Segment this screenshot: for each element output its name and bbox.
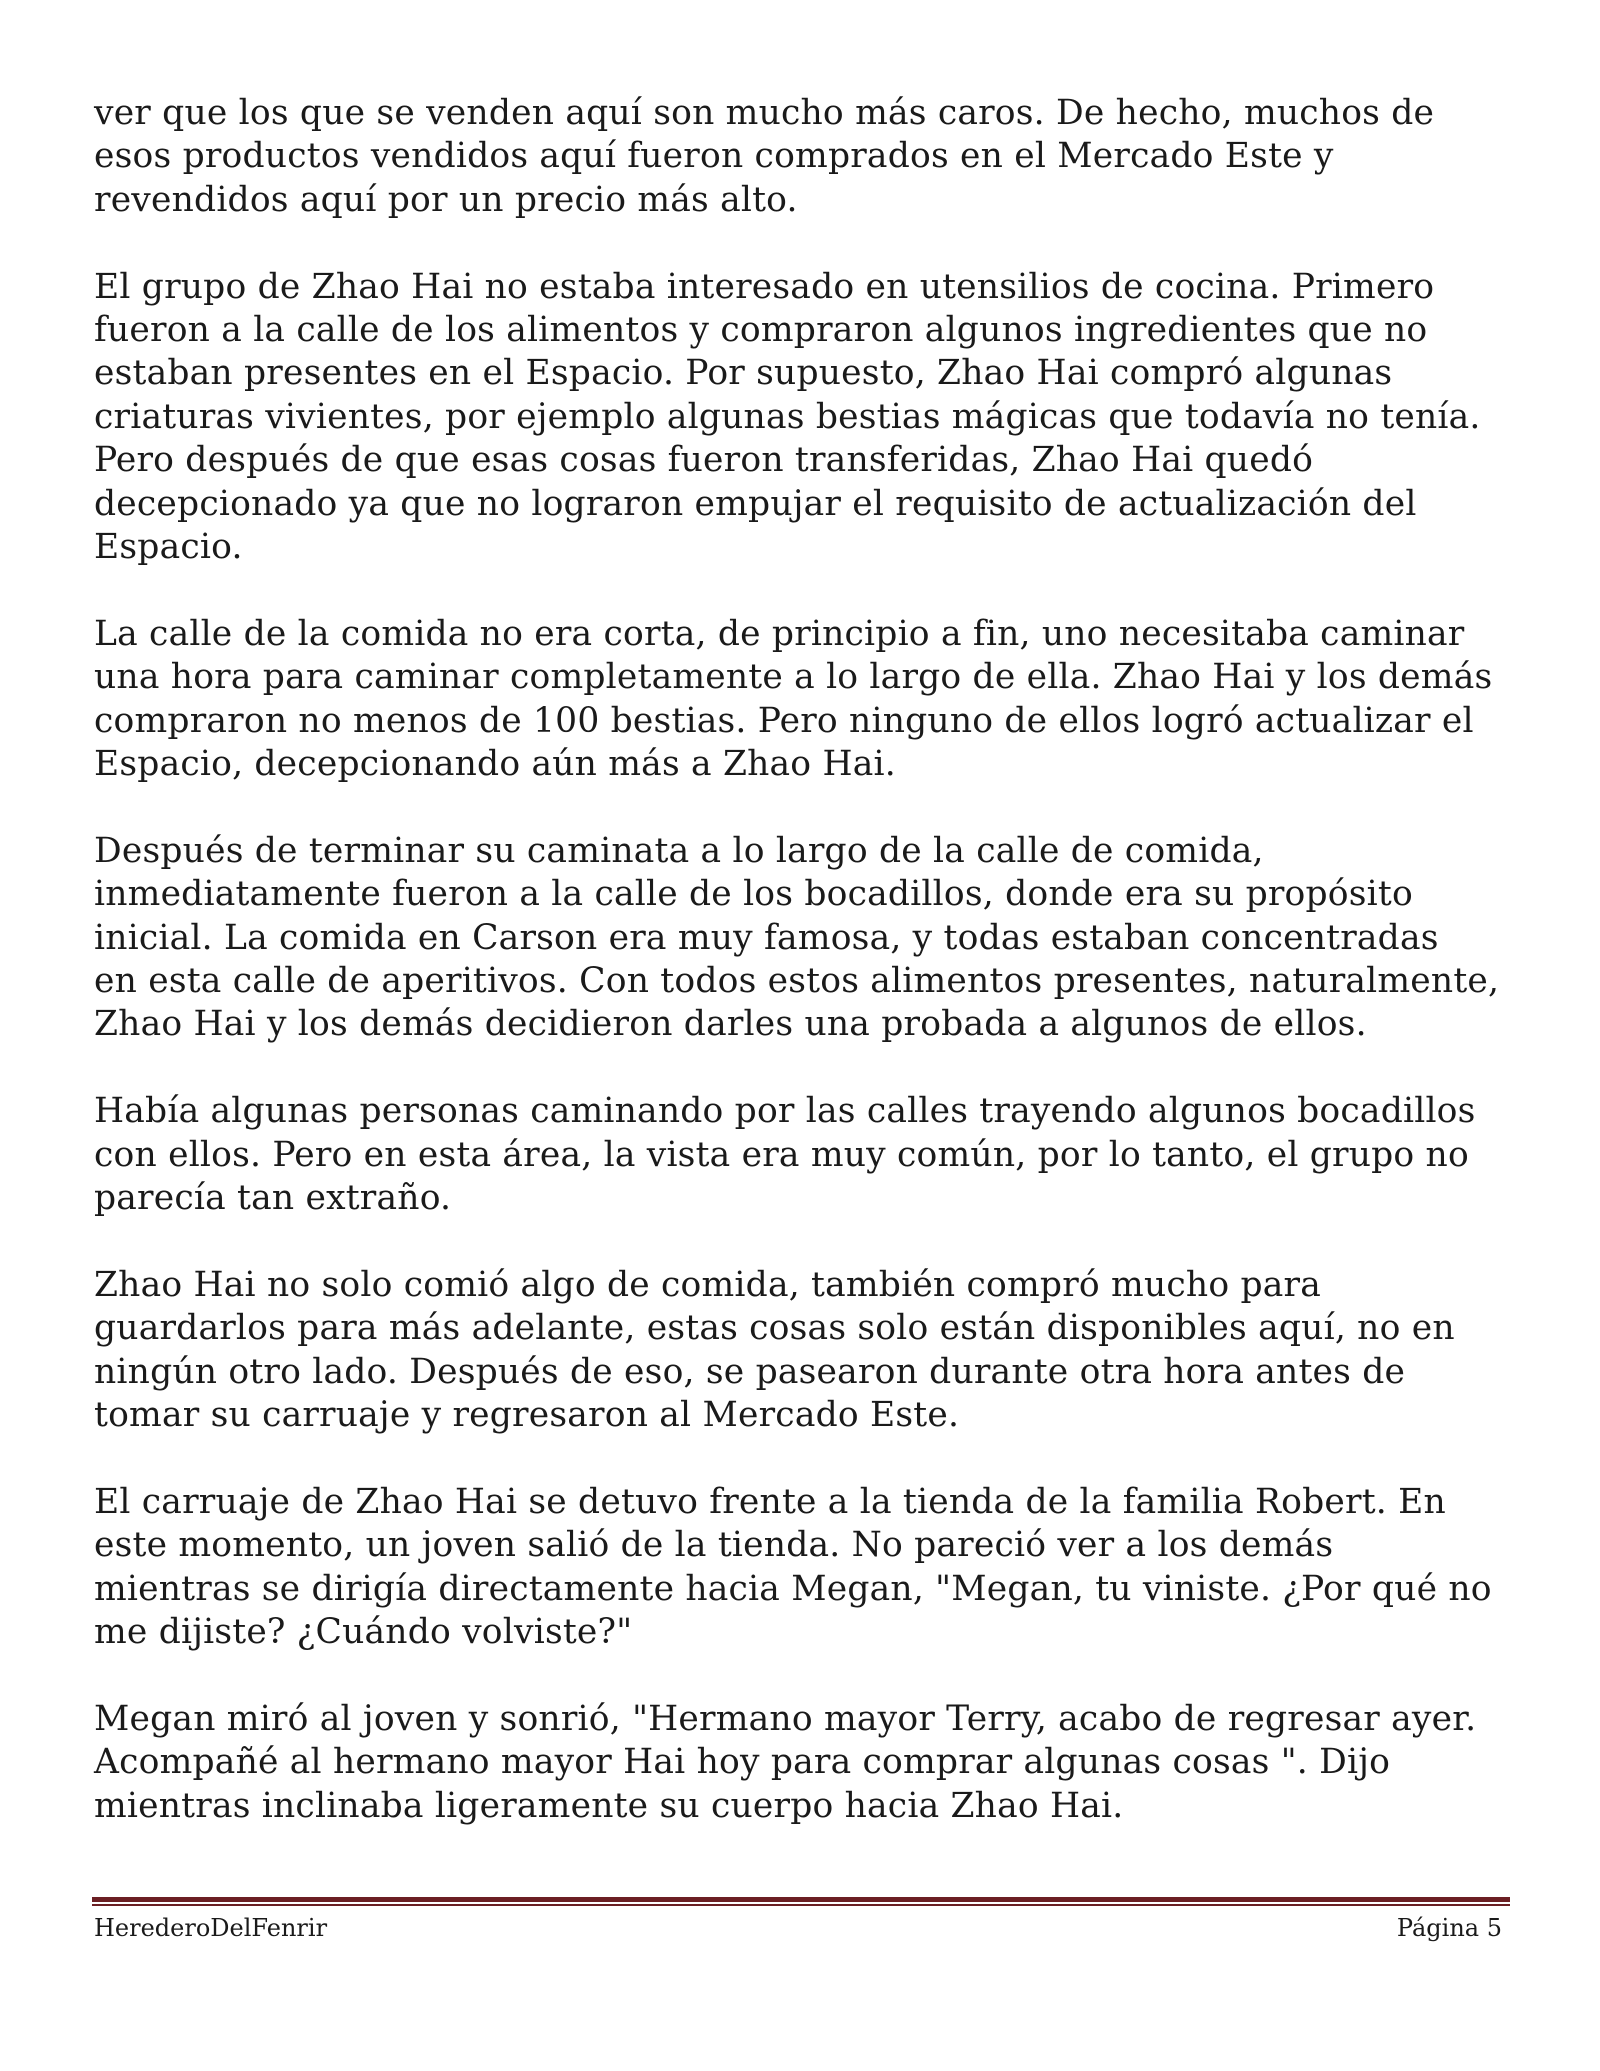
text-line: revendidos aquí por un precio más alto. bbox=[94, 179, 798, 220]
text-line: Acompañé al hermano mayor Hai hoy para comprar algunas cosas ". Dijo bbox=[94, 1742, 1391, 1783]
text-line: La calle de la comida no era corta, de principio a fin, uno necesitaba caminar bbox=[94, 613, 1465, 654]
text-line: fueron a la calle de los alimentos y compraron algunos ingredientes que no bbox=[94, 310, 1428, 351]
text-line: ver que los que se venden aquí son mucho más caros. De hecho, muchos de bbox=[94, 93, 1435, 133]
text-line: Zhao Hai y los demás decidieron darles una probada a algunos de ellos. bbox=[94, 1004, 1367, 1045]
text-line: en esta calle de aperitivos. Con todos estos alimentos presentes, naturalmente, bbox=[94, 961, 1500, 1002]
text-line: guardarlos para más adelante, estas cosas solo están disponibles aquí, no en bbox=[94, 1308, 1455, 1349]
text-line: con ellos. Pero en esta área, la vista era muy común, por lo tanto, el grupo no bbox=[94, 1134, 1469, 1175]
text-line: compraron no menos de 100 bestias. Pero ninguno de ellos logró actualizar el bbox=[94, 700, 1474, 741]
text-line: esos productos vendidos aquí fueron comprados en el Mercado Este y bbox=[94, 136, 1334, 177]
text-line: mientras inclinaba ligeramente su cuerpo hacia Zhao Hai. bbox=[94, 1785, 1124, 1826]
paragraph bbox=[94, 613, 1534, 787]
paragraph bbox=[94, 1264, 1534, 1438]
footer-page-number: Página 5 bbox=[1396, 1914, 1502, 1942]
paragraph bbox=[94, 1698, 1534, 1828]
paragraph bbox=[94, 92, 1534, 222]
text-line: Había algunas personas caminando por las calles trayendo algunos bocadillos bbox=[94, 1091, 1476, 1132]
body-text bbox=[94, 92, 1534, 1872]
text-line: El carruaje de Zhao Hai se detuvo frente a la tienda de la familia Robert. En bbox=[94, 1481, 1446, 1522]
text-line: tomar su carruaje y regresaron al Mercado Este. bbox=[94, 1395, 960, 1436]
text-line: ningún otro lado. Después de eso, se pasearon durante otra hora antes de bbox=[94, 1351, 1406, 1392]
text-line: parecía tan extraño. bbox=[94, 1178, 452, 1219]
text-line: estaban presentes en el Espacio. Por supuesto, Zhao Hai compró algunas bbox=[94, 353, 1393, 394]
text-line: mientras se dirigía directamente hacia Megan, "Megan, tu viniste. ¿Por qué no bbox=[94, 1568, 1492, 1609]
paragraph bbox=[94, 266, 1534, 570]
text-line: inmediatamente fueron a la calle de los bocadillos, donde era su propósito bbox=[94, 874, 1413, 915]
text-line: Megan miró al joven y sonrió, "Hermano mayor Terry, acabo de regresar ayer. bbox=[94, 1698, 1477, 1739]
paragraph bbox=[94, 1090, 1534, 1220]
text-line: me dijiste? ¿Cuándo volviste?" bbox=[94, 1612, 633, 1653]
footer-rule-thick bbox=[92, 1897, 1510, 1902]
paragraph bbox=[94, 830, 1534, 1047]
text-line: Pero después de que esas cosas fueron transferidas, Zhao Hai quedó bbox=[94, 440, 1314, 481]
text-line: decepcionado ya que no lograron empujar el requisito de actualización del bbox=[94, 483, 1417, 524]
text-line: una hora para caminar completamente a lo largo de ella. Zhao Hai y los demás bbox=[94, 657, 1493, 698]
text-line: Espacio, decepcionando aún más a Zhao Hai. bbox=[94, 744, 896, 785]
footer-rule bbox=[92, 1897, 1510, 1907]
text-line: El grupo de Zhao Hai no estaba interesado en utensilios de cocina. Primero bbox=[94, 266, 1435, 307]
text-line: inicial. La comida en Carson era muy famosa, y todas estaban concentradas bbox=[94, 917, 1439, 958]
paragraph bbox=[94, 1481, 1534, 1655]
footer-rule-thin bbox=[92, 1904, 1510, 1906]
text-line: Después de terminar su caminata a lo largo de la calle de comida, bbox=[94, 830, 1264, 871]
text-line: Zhao Hai no solo comió algo de comida, también compró mucho para bbox=[94, 1264, 1321, 1305]
text-line: Espacio. bbox=[94, 527, 243, 568]
text-line: criaturas vivientes, por ejemplo algunas bestias mágicas que todavía no tenía. bbox=[94, 396, 1481, 437]
text-line: este momento, un joven salió de la tienda. No pareció ver a los demás bbox=[94, 1525, 1334, 1566]
footer-author: HerederoDelFenrir bbox=[94, 1914, 328, 1942]
